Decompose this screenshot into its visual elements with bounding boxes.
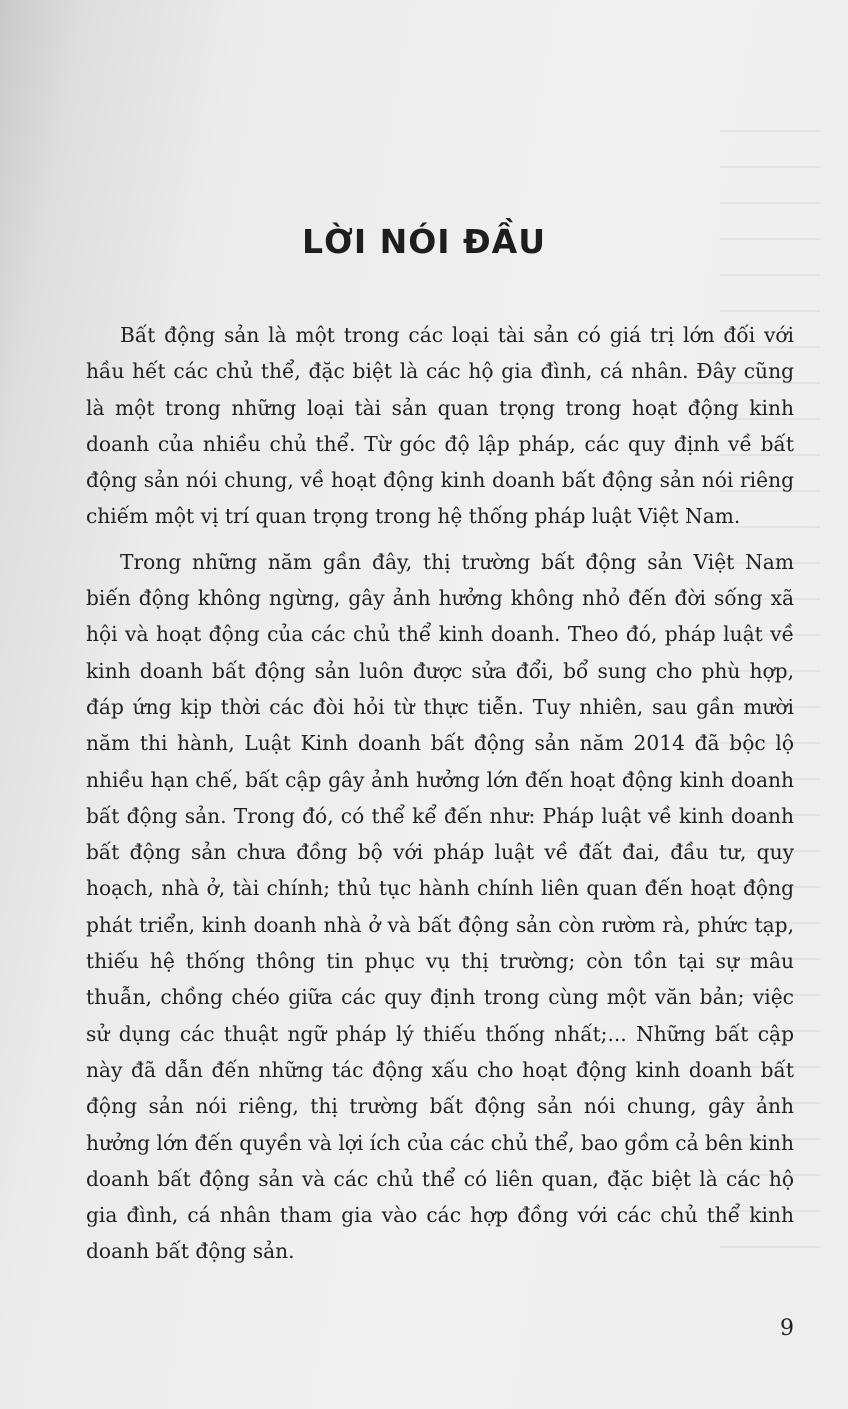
body-text bbox=[86, 317, 794, 1279]
page-title: LỜI NÓI ĐẦU bbox=[301, 222, 547, 261]
page-number: 9 bbox=[780, 1316, 794, 1341]
paragraph: Bất động sản là một trong các loại tài sản có giá trị lớn đối với hầu hết các chủ thể, đặc biệt là các hộ gia đình, cá nhân. Đây cũng là một trong những loại tài sản quan trọng trong hoạt động kinh doanh của nhiều chủ thể. Từ góc độ lập pháp, các quy định về bất động sản nói chung, về hoạt động kinh doanh bất động sản nói riêng chiếm một vị trí quan trọng trong hệ thống pháp luật Việt Nam. bbox=[86, 323, 794, 529]
paragraph: Trong những năm gần đây, thị trường bất động sản Việt Nam biến động không ngừng, gây ảnh hưởng không nhỏ đến đời sống xã hội và hoạt động của các chủ thể kinh doanh. Theo đó, pháp luật về kinh doanh bất động sản luôn được sửa đổi, bổ sung cho phù hợp, đáp ứng kịp thời các đòi hỏi từ thực tiễn. Tuy nhiên, sau gần mười năm thi hành, Luật Kinh doanh bất động sản năm 2014 đã bộc lộ nhiều hạn chế, bất cập gây ảnh hưởng lớn đến hoạt động kinh doanh bất động sản. Trong đó, có thể kể đến như: Pháp luật về kinh doanh bất động sản chưa đồng bộ với pháp luật về đất đai, đầu tư, quy hoạch, nhà ở, tài chính; thủ tục hành chính liên quan đến hoạt động phát triển, kinh doanh nhà ở và bất động sản còn rườm rà, phức tạp, thiếu hệ thống thông tin phục vụ thị trường; còn tồn tại sự mâu thuẫn, chồng chéo giữa các quy định trong cùng một văn bản; việc sử dụng các thuật ngữ pháp lý thiếu thống nhất;... Những bất cập này đã dẫn đến những tác động xấu cho hoạt động kinh doanh bất động sản nói riêng, thị trường bất động sản nói chung, gây ảnh hưởng lớn đến quyền và lợi ích của các chủ thể, bao gồm cả bên kinh doanh bất động sản và các chủ thể có liên quan, đặc biệt là các hộ gia đình, cá nhân tham gia vào các hợp đồng với các chủ thể kinh doanh bất động sản. bbox=[86, 549, 795, 1264]
